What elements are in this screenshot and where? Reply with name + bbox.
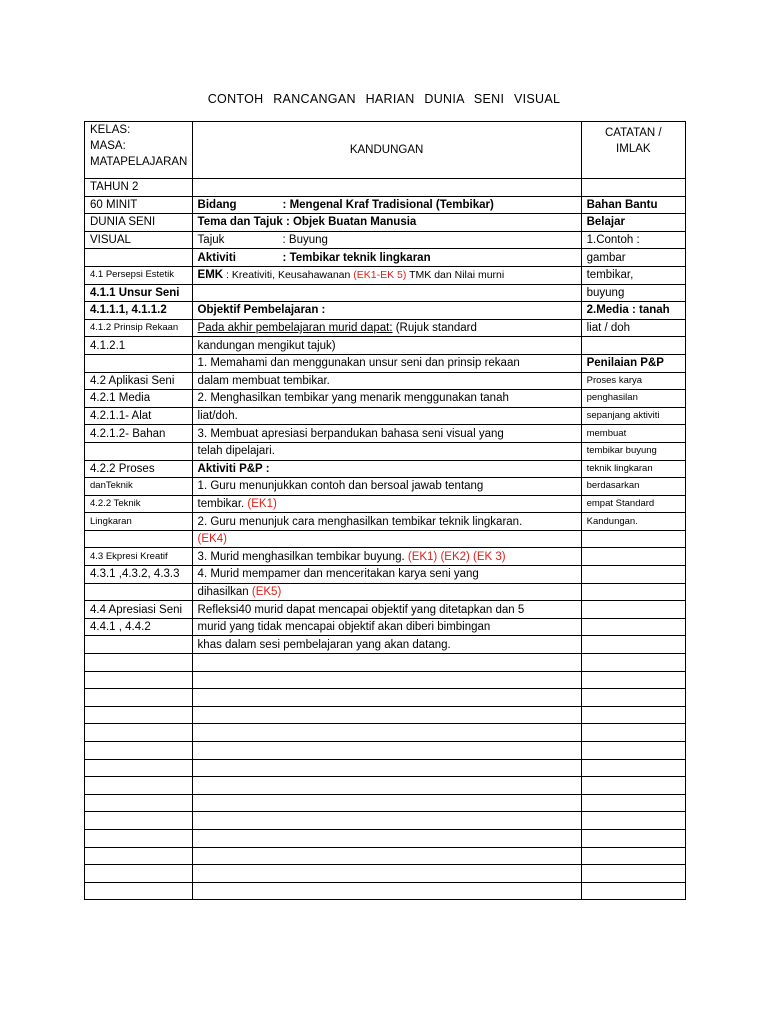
document-title: CONTOH RANCANGAN HARIAN DUNIA SENI VISUAL bbox=[207, 92, 561, 106]
ek-code: (EK1) bbox=[247, 497, 277, 510]
note-cell: Bahan Bantu bbox=[581, 196, 685, 214]
content-cell: Aktiviti P&P : bbox=[192, 460, 581, 478]
content-cell bbox=[192, 196, 581, 214]
empty-row bbox=[85, 882, 686, 900]
content-cell: Tema dan Tajuk : Objek Buatan Manusia bbox=[192, 214, 581, 232]
note-cell: penghasilan bbox=[581, 390, 685, 408]
table-row bbox=[85, 390, 686, 408]
standard-cell: 4.1 Persepsi Estetik bbox=[85, 266, 193, 284]
standard-cell: 4.2.1.2- Bahan bbox=[85, 425, 193, 443]
content-cell: Refleksi40 murid dapat mencapai objektif yang ditetapkan dan 5 bbox=[192, 601, 581, 619]
standard-cell: 4.2.1.1- Alat bbox=[85, 407, 193, 425]
content-cell bbox=[192, 530, 581, 548]
table-row bbox=[85, 495, 686, 513]
note-cell: tembikar buyung bbox=[581, 442, 685, 460]
empty-row bbox=[85, 706, 686, 724]
header-kandungan: KANDUNGAN bbox=[192, 122, 581, 179]
note-cell bbox=[581, 636, 685, 654]
standard-cell bbox=[85, 583, 193, 601]
table-row bbox=[85, 179, 686, 197]
standard-cell: Lingkaran bbox=[85, 513, 193, 531]
table-row bbox=[85, 302, 686, 320]
empty-row bbox=[85, 847, 686, 865]
table-row bbox=[85, 354, 686, 372]
header-kelas: KELAS: bbox=[90, 124, 131, 136]
standard-cell: TAHUN 2 bbox=[85, 179, 193, 197]
empty-row bbox=[85, 759, 686, 777]
content-cell: 1. Memahami dan menggunakan unsur seni dan prinsip rekaan bbox=[192, 354, 581, 372]
standard-cell: 4.1.1 Unsur Seni bbox=[85, 284, 193, 302]
content-cell bbox=[192, 266, 581, 284]
note-cell: buyung bbox=[581, 284, 685, 302]
table-row bbox=[85, 284, 686, 302]
note-cell: teknik lingkaran bbox=[581, 460, 685, 478]
standard-cell: 4.1.1.1, 4.1.1.2 bbox=[85, 302, 193, 320]
ek-code: (EK1-EK 5) bbox=[353, 269, 407, 282]
content-cell bbox=[192, 179, 581, 197]
standard-cell: 4.1.2 Prinsip Rekaan bbox=[85, 319, 193, 337]
standard-cell: 4.4.1 , 4.4.2 bbox=[85, 618, 193, 636]
note-cell: Belajar bbox=[581, 214, 685, 232]
table-row bbox=[85, 196, 686, 214]
standard-cell bbox=[85, 249, 193, 267]
header-kelas-masa bbox=[85, 122, 193, 179]
table-row bbox=[85, 372, 686, 390]
note-cell: Penilaian P&P bbox=[581, 354, 685, 372]
note-cell: gambar bbox=[581, 249, 685, 267]
field-value: : Mengenal Kraf Tradisional (Tembikar) bbox=[282, 198, 494, 211]
note-cell: Proses karya bbox=[581, 372, 685, 390]
objective-intro: Pada akhir pembelajaran murid dapat: bbox=[197, 322, 393, 335]
standard-cell bbox=[85, 530, 193, 548]
content-cell: liat/doh. bbox=[192, 407, 581, 425]
empty-row bbox=[85, 689, 686, 707]
note-cell bbox=[581, 601, 685, 619]
header-catatan bbox=[581, 122, 685, 179]
content-text: 3. Murid menghasilkan tembikar buyung. bbox=[197, 550, 408, 563]
content-cell bbox=[192, 249, 581, 267]
standard-cell bbox=[85, 636, 193, 654]
content-cell: Objektif Pembelajaran : bbox=[192, 302, 581, 320]
field-label: Tajuk bbox=[197, 234, 225, 247]
lesson-plan-table bbox=[84, 121, 686, 900]
content-cell: 1. Guru menunjukkan contoh dan bersoal jawab tentang bbox=[192, 478, 581, 496]
standard-cell: DUNIA SENI bbox=[85, 214, 193, 232]
content-cell bbox=[192, 495, 581, 513]
table-row bbox=[85, 249, 686, 267]
content-cell: murid yang tidak mencapai objektif akan diberi bimbingan bbox=[192, 618, 581, 636]
table-row bbox=[85, 214, 686, 232]
standard-cell: 4.4 Apresiasi Seni bbox=[85, 601, 193, 619]
table-row bbox=[85, 548, 686, 566]
table-row bbox=[85, 566, 686, 584]
empty-row bbox=[85, 742, 686, 760]
note-cell bbox=[581, 337, 685, 355]
emk-rest: TMK dan Nilai murni bbox=[406, 269, 505, 282]
field-value: : Buyung bbox=[282, 234, 328, 247]
content-cell bbox=[192, 548, 581, 566]
standard-cell: 4.2 Aplikasi Seni bbox=[85, 372, 193, 390]
table-row bbox=[85, 319, 686, 337]
table-row bbox=[85, 513, 686, 531]
content-cell: dalam membuat tembikar. bbox=[192, 372, 581, 390]
empty-row bbox=[85, 865, 686, 883]
note-cell: membuat bbox=[581, 425, 685, 443]
header-masa: MASA: bbox=[90, 140, 126, 152]
table-row bbox=[85, 231, 686, 249]
standard-cell: 4.2.2 Teknik bbox=[85, 495, 193, 513]
ek-code: (EK5) bbox=[251, 585, 282, 598]
emk-label: EMK bbox=[197, 269, 224, 282]
note-cell: liat / doh bbox=[581, 319, 685, 337]
empty-row bbox=[85, 777, 686, 795]
note-cell bbox=[581, 566, 685, 584]
table-row bbox=[85, 601, 686, 619]
table-row bbox=[85, 460, 686, 478]
content-cell bbox=[192, 583, 581, 601]
table-row bbox=[85, 266, 686, 284]
empty-row bbox=[85, 794, 686, 812]
standard-cell: 4.1.2.1 bbox=[85, 337, 193, 355]
empty-row bbox=[85, 812, 686, 830]
content-cell: khas dalam sesi pembelajaran yang akan datang. bbox=[192, 636, 581, 654]
note-cell bbox=[581, 618, 685, 636]
header-matapelajaran: MATAPELAJARAN bbox=[90, 156, 188, 168]
content-cell: 2. Guru menunjuk cara menghasilkan tembikar teknik lingkaran. bbox=[192, 513, 581, 531]
table-row bbox=[85, 337, 686, 355]
content-cell: kandungan mengikut tajuk) bbox=[192, 337, 581, 355]
content-cell bbox=[192, 319, 581, 337]
ek-code: (EK1) (EK2) (EK 3) bbox=[407, 550, 506, 563]
note-cell: sepanjang aktiviti bbox=[581, 407, 685, 425]
empty-row bbox=[85, 829, 686, 847]
content-cell bbox=[192, 284, 581, 302]
field-label: Bidang bbox=[197, 198, 237, 211]
content-cell: 2. Menghasilkan tembikar yang menarik menggunakan tanah bbox=[192, 390, 581, 408]
standard-cell: 4.3 Ekpresi Kreatif bbox=[85, 548, 193, 566]
objective-ref: (Rujuk standard bbox=[392, 322, 477, 335]
note-cell: Kandungan. bbox=[581, 513, 685, 531]
standard-cell: 4.3.1 ,4.3.2, 4.3.3 bbox=[85, 566, 193, 584]
note-cell bbox=[581, 583, 685, 601]
content-cell: 4. Murid mempamer dan menceritakan karya seni yang bbox=[192, 566, 581, 584]
standard-cell: 4.2.1 Media bbox=[85, 390, 193, 408]
standard-cell: 60 MINIT bbox=[85, 196, 193, 214]
standard-cell bbox=[85, 354, 193, 372]
standard-cell bbox=[85, 442, 193, 460]
table-row bbox=[85, 442, 686, 460]
standard-cell: 4.2.2 Proses bbox=[85, 460, 193, 478]
empty-row bbox=[85, 724, 686, 742]
note-cell: 1.Contoh : bbox=[581, 231, 685, 249]
note-cell: berdasarkan bbox=[581, 478, 685, 496]
table-row bbox=[85, 478, 686, 496]
table-row bbox=[85, 425, 686, 443]
note-cell bbox=[581, 530, 685, 548]
note-cell bbox=[581, 548, 685, 566]
note-cell: 2.Media : tanah bbox=[581, 302, 685, 320]
field-value: : Tembikar teknik lingkaran bbox=[282, 251, 431, 264]
field-label: Aktiviti bbox=[197, 251, 236, 264]
content-cell: 3. Membuat apresiasi berpandukan bahasa seni visual yang bbox=[192, 425, 581, 443]
note-cell: tembikar, bbox=[581, 266, 685, 284]
table-row bbox=[85, 583, 686, 601]
content-cell bbox=[192, 231, 581, 249]
table-row bbox=[85, 407, 686, 425]
empty-row bbox=[85, 671, 686, 689]
table-row bbox=[85, 530, 686, 548]
standard-cell: VISUAL bbox=[85, 231, 193, 249]
table-row bbox=[85, 618, 686, 636]
content-text: dihasilkan bbox=[197, 585, 252, 598]
table-row bbox=[85, 636, 686, 654]
note-cell bbox=[581, 179, 685, 197]
standard-cell: danTeknik bbox=[85, 478, 193, 496]
content-text: tembikar. bbox=[197, 497, 248, 510]
empty-row bbox=[85, 654, 686, 672]
emk-text: : Kreativiti, Keusahawanan bbox=[223, 269, 354, 282]
note-cell: empat Standard bbox=[581, 495, 685, 513]
content-cell: telah dipelajari. bbox=[192, 442, 581, 460]
ek-code: (EK4) bbox=[197, 533, 227, 546]
header-catatan-line1: CATATAN / bbox=[604, 127, 662, 139]
header-row bbox=[85, 122, 686, 179]
header-catatan-line2: IMLAK bbox=[616, 143, 651, 155]
